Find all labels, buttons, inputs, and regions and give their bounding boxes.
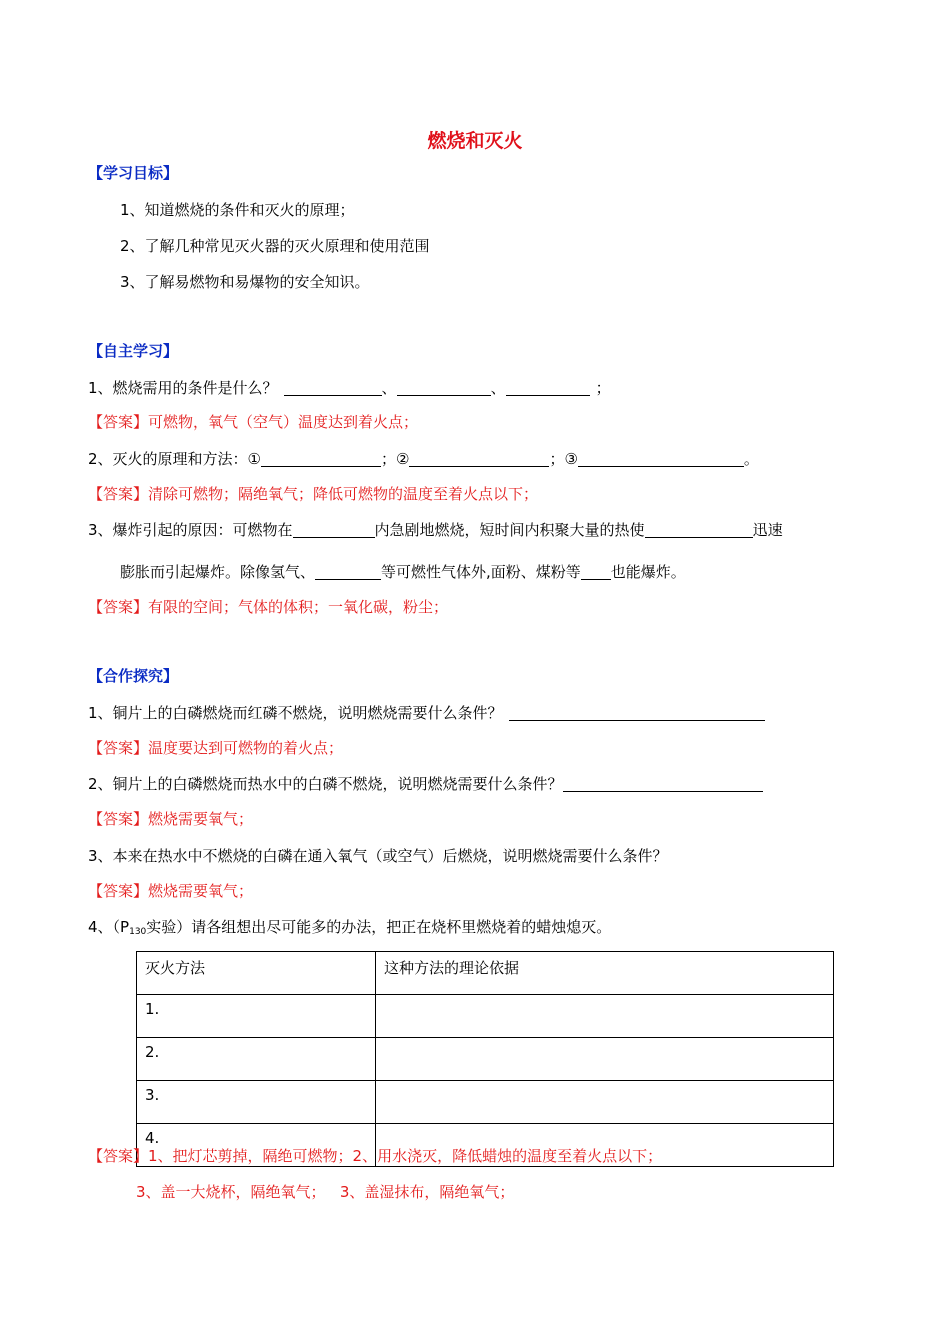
answer-blank	[284, 379, 382, 396]
table-row	[137, 1081, 834, 1124]
question-text: 2、铜片上的白磷燃烧而热水中的白磷不燃烧，说明燃烧需要什么条件？	[88, 775, 563, 793]
answer-label: 【答案】	[88, 598, 149, 616]
line-end: ；	[595, 379, 611, 397]
answer-text: 1、把灯芯剪掉，隔绝可燃物；2、用水浇灭，降低蜡烛的温度至着火点以下；	[148, 1147, 663, 1165]
question-text: 内急剧地燃烧，短时间内积聚大量的热使	[374, 521, 645, 539]
question-text: 1、燃烧需用的条件是什么？	[88, 379, 278, 397]
question-text: 1、铜片上的白磷燃烧而红磷不燃烧，说明燃烧需要什么条件？	[88, 704, 503, 722]
cooperation-question-1	[88, 703, 765, 723]
answer-text: 温度要达到可燃物的着火点；	[148, 739, 344, 757]
answer-label: 【答案】	[88, 485, 149, 503]
self-study-heading: 【自主学习】	[88, 342, 179, 360]
question-text: 膨胀而引起爆炸。除像氢气、	[120, 563, 316, 581]
question-text: 实验）请各组想出尽可能多的办法，把正在烧杯里燃烧着的蜡烛熄灭。	[146, 918, 612, 936]
objective-item: 2、了解几种常见灭火器的灭火原理和使用范围	[120, 237, 430, 255]
answer-blank	[293, 521, 375, 538]
answer-blank	[563, 775, 763, 792]
answer-blank	[261, 450, 381, 467]
cooperation-question-3: 3、本来在热水中不燃烧的白磷在通入氧气（或空气）后燃烧，说明燃烧需要什么条件？	[88, 847, 668, 865]
answer-blank	[315, 563, 381, 580]
answer-3	[88, 597, 448, 617]
answer-2	[88, 484, 538, 504]
table-cell: 2.	[137, 1038, 376, 1081]
self-study-question-3	[88, 520, 783, 540]
table-cell	[376, 1081, 834, 1124]
table-cell: 1.	[137, 995, 376, 1038]
answer-label: 【答案】	[88, 413, 149, 431]
separator: 、	[381, 379, 397, 397]
table-header-cell: 这种方法的理论依据	[376, 952, 834, 995]
answer-text: 有限的空间；气体的体积；一氧化碳，粉尘；	[148, 598, 449, 616]
question-text: 3、爆炸引起的原因：可燃物在	[88, 521, 293, 539]
objective-item: 1、知道燃烧的条件和灭火的原理；	[120, 201, 355, 219]
question-text: 等可燃性气体外,面粉、煤粉等	[381, 563, 581, 581]
answer-blank	[578, 450, 744, 467]
separator: ；③	[549, 450, 578, 468]
answer-blank	[397, 379, 491, 396]
cooperation-question-4	[88, 917, 611, 942]
objectives-heading: 【学习目标】	[88, 164, 179, 182]
answer-text: 燃烧需要氧气；	[148, 882, 254, 900]
answer-label: 【答案】	[88, 882, 149, 900]
separator: ；②	[381, 450, 410, 468]
table-header-cell: 灭火方法	[137, 952, 376, 995]
answer-label: 【答案】	[88, 1147, 149, 1165]
answer-text: 燃烧需要氧气；	[148, 810, 254, 828]
cooperation-answer-1	[88, 738, 343, 758]
answer-blank	[509, 704, 765, 721]
answer-text: 可燃物，氧气（空气）温度达到着火点；	[148, 413, 419, 431]
page-subscript: 130	[129, 927, 147, 937]
cooperation-answer-4-cont: 3、盖一大烧杯，隔绝氧气； 3、盖湿抹布，隔绝氧气；	[136, 1183, 515, 1201]
self-study-question-2	[88, 449, 759, 469]
answer-blank	[581, 563, 611, 580]
question-text: 4、（P	[88, 918, 130, 936]
answer-label: 【答案】	[88, 810, 149, 828]
answer-label: 【答案】	[88, 739, 149, 757]
table-cell	[376, 1038, 834, 1081]
extinguish-methods-table	[136, 951, 834, 1167]
cooperation-answer-2	[88, 809, 253, 829]
answer-blank	[409, 450, 549, 467]
table-row	[137, 1038, 834, 1081]
table-header-row	[137, 952, 834, 995]
table-cell	[376, 995, 834, 1038]
table-cell: 4.	[137, 1124, 376, 1167]
page-title: 燃烧和灭火	[427, 130, 523, 152]
table-cell: 3.	[137, 1081, 376, 1124]
answer-blank	[645, 521, 753, 538]
line-end: 。	[743, 450, 759, 468]
answer-blank	[506, 379, 590, 396]
answer-text: 清除可燃物；隔绝氧气；降低可燃物的温度至着火点以下；	[148, 485, 539, 503]
question-text: 迅速	[752, 521, 783, 539]
cooperation-question-2	[88, 774, 763, 794]
question-text: 2、灭火的原理和方法：①	[88, 450, 261, 468]
cooperation-answer-3	[88, 881, 253, 901]
question-text: 也能爆炸。	[610, 563, 686, 581]
answer-1	[88, 412, 418, 432]
self-study-question-1	[88, 378, 611, 398]
table-row	[137, 995, 834, 1038]
objective-item: 3、了解易燃物和易爆物的安全知识。	[120, 273, 370, 291]
separator: 、	[490, 379, 506, 397]
cooperation-heading: 【合作探究】	[88, 667, 179, 685]
self-study-question-3-cont	[120, 562, 686, 582]
cooperation-answer-4	[88, 1146, 662, 1166]
